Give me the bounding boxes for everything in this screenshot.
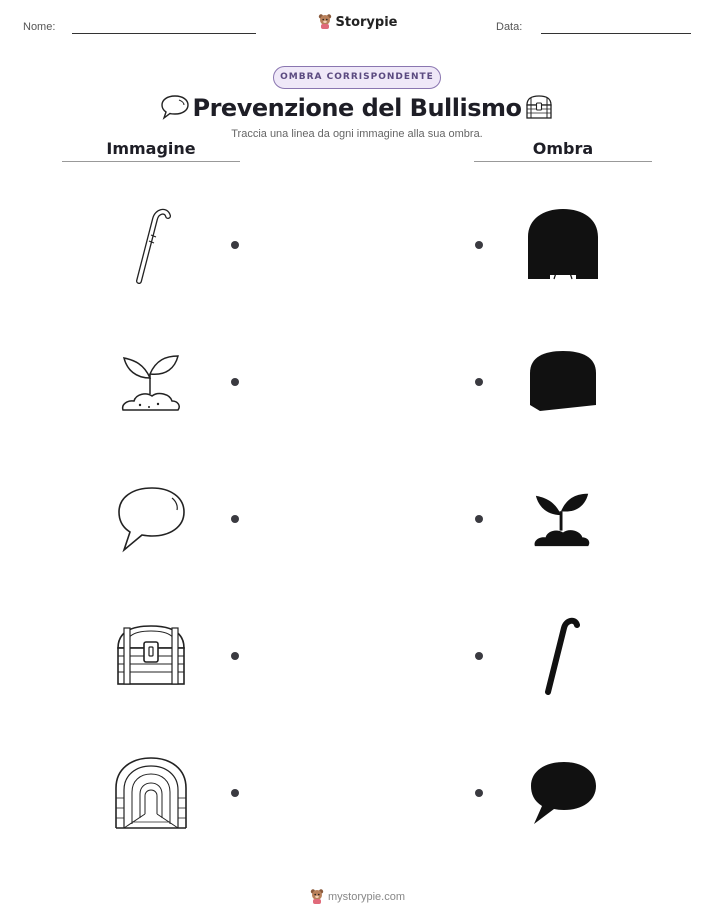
speech-bubble-icon [116, 484, 186, 554]
left-match-dot-4[interactable] [231, 652, 239, 660]
left-match-dot-5[interactable] [231, 789, 239, 797]
title-chest-icon [524, 94, 554, 124]
right-match-dot-5[interactable] [475, 789, 483, 797]
column-header-image: Immagine [106, 139, 196, 158]
brand-logo [0, 13, 714, 30]
tunnel-shadow [524, 205, 602, 285]
name-line[interactable] [72, 33, 256, 34]
column-header-shadow: Ombra [532, 139, 594, 158]
cane-icon [122, 205, 178, 285]
right-match-dot-3[interactable] [475, 515, 483, 523]
brand-name: Storypie [335, 15, 398, 30]
activity-type-badge: OMBRA CORRISPONDENTE [273, 66, 441, 89]
footer-url[interactable]: mystorypie.com [327, 891, 406, 903]
column-underline-left [62, 161, 240, 162]
date-line[interactable] [541, 33, 691, 34]
bear-mascot-icon [317, 13, 333, 29]
footer [0, 888, 714, 904]
right-match-dot-2[interactable] [475, 378, 483, 386]
speech-bubble-shadow [526, 758, 598, 828]
date-label: Data: [496, 21, 523, 33]
treasure-chest-icon [114, 622, 188, 690]
tunnel-icon [112, 754, 190, 832]
footer-bear-icon [309, 888, 325, 904]
right-match-dot-1[interactable] [475, 241, 483, 249]
sprout-icon [118, 348, 182, 414]
instructions: Traccia una linea da ogni immagine alla sua ombra. [231, 128, 483, 140]
cane-shadow [534, 614, 590, 698]
treasure-chest-shadow [524, 345, 602, 417]
left-match-dot-2[interactable] [231, 378, 239, 386]
column-underline-right [474, 161, 652, 162]
page-title: Prevenzione del Bullismo [192, 94, 522, 122]
left-match-dot-1[interactable] [231, 241, 239, 249]
right-match-dot-4[interactable] [475, 652, 483, 660]
name-label: Nome: [23, 21, 56, 33]
left-match-dot-3[interactable] [231, 515, 239, 523]
sprout-shadow [532, 485, 594, 551]
